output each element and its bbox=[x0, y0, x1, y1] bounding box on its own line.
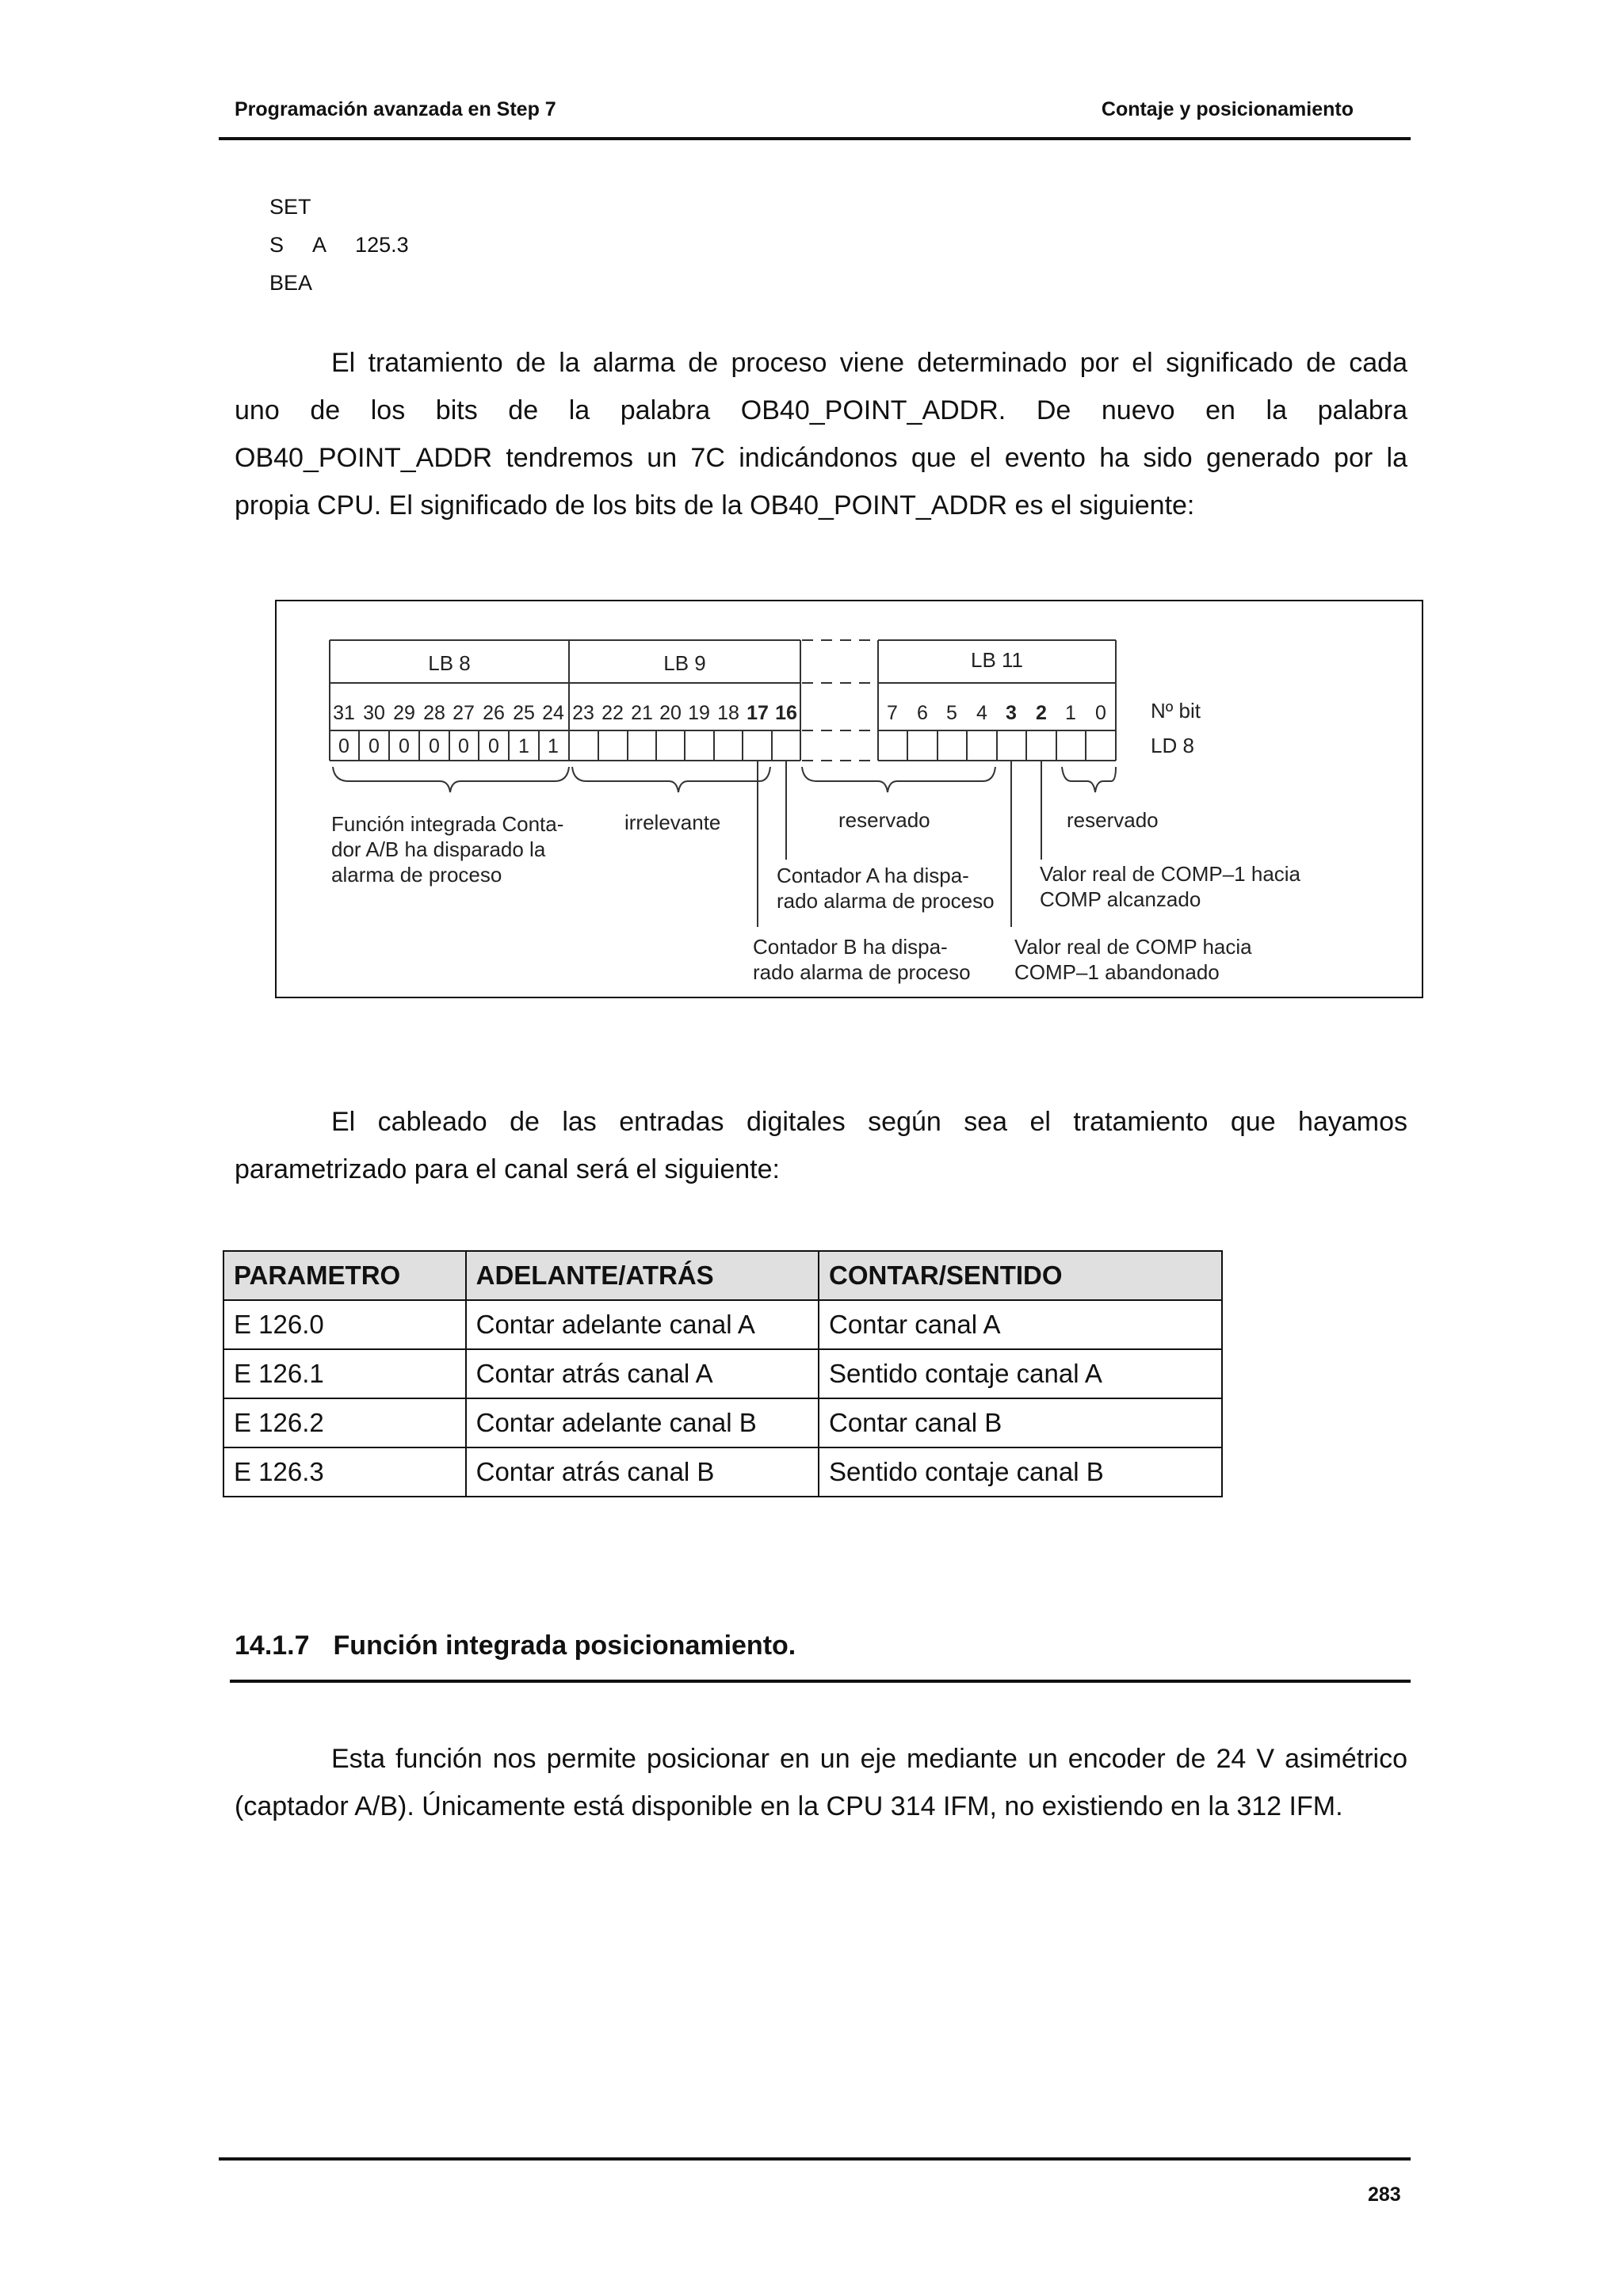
code-line-bea: BEA bbox=[269, 271, 313, 295]
bit-number: 22 bbox=[601, 702, 624, 724]
bit-number: 6 bbox=[917, 702, 928, 724]
bit-number: 23 bbox=[572, 702, 594, 724]
table-header-cell: ADELANTE/ATRÁS bbox=[466, 1251, 819, 1300]
paragraph-line: (captador A/B). Únicamente está disponible en la CPU 314 IFM, no existiendo en la 312 IFM. bbox=[235, 1791, 1343, 1821]
table-cell: Contar canal A bbox=[819, 1300, 1222, 1349]
bit-number: 0 bbox=[1095, 702, 1106, 724]
bit-number: 1 bbox=[1065, 702, 1076, 724]
code-line-set-output: S A 125.3 bbox=[269, 233, 409, 257]
bit-value: 0 bbox=[399, 735, 410, 757]
bit-number: 31 bbox=[333, 702, 355, 724]
parameter-table bbox=[223, 1250, 1223, 1497]
table-row bbox=[223, 1300, 1222, 1349]
table-cell: Contar adelante canal A bbox=[466, 1300, 819, 1349]
table-cell: E 126.1 bbox=[223, 1349, 466, 1398]
annotation-comp-reached-line: COMP alcanzado bbox=[1040, 887, 1201, 911]
bit-numbers-lb8 bbox=[333, 702, 564, 724]
annotation-reserved-lb9: reservado bbox=[838, 808, 930, 832]
bit-value: 1 bbox=[548, 735, 559, 757]
bit-number: 19 bbox=[688, 702, 710, 724]
table-header-cell: PARAMETRO bbox=[223, 1251, 466, 1300]
paragraph-line: propia CPU. El significado de los bits de la OB40_POINT_ADDR es el siguiente: bbox=[235, 490, 1195, 521]
bit-value: 0 bbox=[458, 735, 469, 757]
annotation-function-line: alarma de proceso bbox=[331, 863, 502, 887]
annotation-counter-b-line: Contador B ha dispa- bbox=[753, 935, 948, 959]
code-line-set: SET bbox=[269, 195, 311, 219]
bit-number: 18 bbox=[717, 702, 739, 724]
bit-value: 0 bbox=[488, 735, 499, 757]
table-header-cell: CONTAR/SENTIDO bbox=[819, 1251, 1222, 1300]
annotation-irrelevant: irrelevante bbox=[624, 810, 721, 834]
annotation-reserved-lb11: reservado bbox=[1067, 808, 1159, 832]
annotation-comp-left-line: COMP–1 abandonado bbox=[1014, 960, 1220, 984]
table-row bbox=[223, 1447, 1222, 1497]
table-cell: Contar adelante canal B bbox=[466, 1398, 819, 1447]
byte-label-lb9: LB 9 bbox=[663, 651, 706, 675]
bit-number: 5 bbox=[946, 702, 957, 724]
section-heading bbox=[235, 1630, 796, 1661]
paragraph-line: El cableado de las entradas digitales según sea el tratamiento que hayamos bbox=[331, 1107, 1407, 1137]
table-cell: Contar canal B bbox=[819, 1398, 1222, 1447]
section-title: Función integrada posicionamiento. bbox=[333, 1630, 796, 1661]
paragraph-wiring bbox=[235, 1098, 1407, 1193]
table-cell: Sentido contaje canal A bbox=[819, 1349, 1222, 1398]
row-label-bit-number: Nº bit bbox=[1151, 699, 1201, 723]
header-left: Programación avanzada en Step 7 bbox=[235, 98, 556, 120]
table-cell: E 126.2 bbox=[223, 1398, 466, 1447]
table-cell: E 126.0 bbox=[223, 1300, 466, 1349]
paragraph-line: El tratamiento de la alarma de proceso viene determinado por el significado de cada bbox=[331, 348, 1407, 378]
byte-label-lb8: LB 8 bbox=[428, 651, 471, 675]
bit-number: 20 bbox=[659, 702, 682, 724]
paragraph-positioning bbox=[235, 1735, 1407, 1830]
bit-number: 4 bbox=[976, 702, 987, 724]
table-row bbox=[223, 1398, 1222, 1447]
diagram-annotations bbox=[331, 808, 1301, 984]
annotation-comp-left-line: Valor real de COMP hacia bbox=[1014, 935, 1252, 959]
annotation-counter-b-line: rado alarma de proceso bbox=[753, 960, 971, 984]
footer-rule bbox=[219, 2157, 1411, 2161]
bit-number: 29 bbox=[393, 702, 415, 724]
table-cell: Contar atrás canal A bbox=[466, 1349, 819, 1398]
paragraph-line: OB40_POINT_ADDR tendremos un 7C indicándonos que el evento ha sido generado por la bbox=[235, 443, 1407, 473]
table-cell: Contar atrás canal B bbox=[466, 1447, 819, 1497]
paragraph-line: parametrizado para el canal será el siguiente: bbox=[235, 1154, 780, 1184]
section-number: 14.1.7 bbox=[235, 1630, 310, 1661]
paragraph-line: Esta función nos permite posicionar en un eje mediante un encoder de 24 V asimétrico bbox=[331, 1744, 1407, 1774]
bit-value: 1 bbox=[518, 735, 529, 757]
bit-number: 7 bbox=[887, 702, 898, 724]
bit-number: 2 bbox=[1036, 702, 1047, 724]
table-row bbox=[223, 1349, 1222, 1398]
bit-number: 27 bbox=[453, 702, 475, 724]
table-cell: Sentido contaje canal B bbox=[819, 1447, 1222, 1497]
byte-label-lb11: LB 11 bbox=[970, 648, 1024, 672]
table-cell: E 126.3 bbox=[223, 1447, 466, 1497]
table-header-row bbox=[223, 1251, 1222, 1300]
bit-numbers-lb11 bbox=[887, 702, 1106, 724]
section-rule bbox=[230, 1680, 1411, 1683]
annotation-function-line: Función integrada Conta- bbox=[331, 812, 564, 836]
bit-number: 30 bbox=[363, 702, 385, 724]
bit-number: 21 bbox=[631, 702, 653, 724]
header-right: Contaje y posicionamiento bbox=[1101, 98, 1354, 120]
page-number: 283 bbox=[1368, 2183, 1401, 2206]
bit-numbers-lb9 bbox=[572, 702, 797, 724]
bit-value: 0 bbox=[429, 735, 440, 757]
annotation-comp-reached-line: Valor real de COMP–1 hacia bbox=[1040, 862, 1301, 886]
row-label-ld8: LD 8 bbox=[1151, 734, 1194, 757]
bit-number: 28 bbox=[423, 702, 445, 724]
annotation-counter-a-line: rado alarma de proceso bbox=[777, 889, 995, 913]
bit-value: 0 bbox=[338, 735, 349, 757]
bit-number: 3 bbox=[1006, 702, 1017, 724]
bit-number: 26 bbox=[483, 702, 505, 724]
annotation-function-line: dor A/B ha disparado la bbox=[331, 837, 546, 861]
bit-number: 25 bbox=[513, 702, 535, 724]
annotation-counter-a-line: Contador A ha dispa- bbox=[777, 864, 969, 887]
bit-number: 24 bbox=[542, 702, 564, 724]
bit-number: 16 bbox=[775, 702, 797, 724]
bit-number: 17 bbox=[747, 702, 769, 724]
paragraph-line: uno de los bits de la palabra OB40_POINT_ADDR. De nuevo en la palabra bbox=[235, 395, 1407, 425]
bit-value: 0 bbox=[369, 735, 380, 757]
